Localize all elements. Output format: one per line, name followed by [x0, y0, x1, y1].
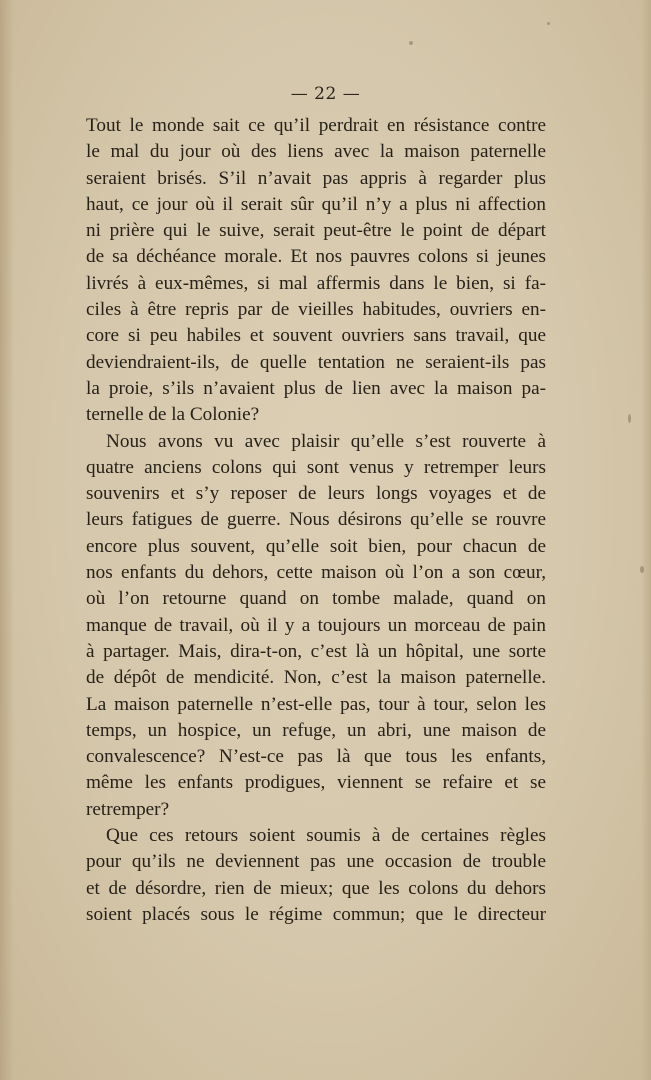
text-line: de sa déchéance morale. Et nos pauvres colons si jeunes	[86, 246, 546, 268]
text-line: de dépôt de mendicité. Non, c’est la maison paternelle.	[86, 667, 546, 689]
text-line: haut, ce jour où il serait sûr qu’il n’y a plus ni affection	[86, 193, 546, 215]
text-line: livrés à eux-mêmes, si mal affermis dans le bien, si fa-	[86, 272, 546, 294]
paper-speck	[640, 566, 644, 573]
text-line: retremper?	[86, 798, 170, 820]
text-line: core si peu habiles et souvent ouvriers sans travail, que	[86, 325, 546, 347]
text-line: encore plus souvent, qu’elle soit bien, pour chacun de	[86, 535, 546, 557]
text-line: ternelle de la Colonie?	[86, 404, 260, 426]
text-line: même les enfants prodigues, viennent se refaire et se	[86, 772, 546, 794]
paper-speck	[409, 41, 413, 45]
text-line: et de désordre, rien de mieux; que les colons du dehors	[86, 877, 546, 899]
text-line: leurs fatigues de guerre. Nous désirons qu’elle se rouvre	[86, 509, 546, 531]
text-line: Nous avons vu avec plaisir qu’elle s’est rouverte à	[106, 430, 546, 452]
text-line: le mal du jour où des liens avec la maison paternelle	[86, 141, 546, 163]
text-line: pour qu’ils ne deviennent pas une occasion de trouble	[86, 851, 546, 873]
text-line: Tout le monde sait ce qu’il perdrait en résistance contre	[86, 115, 546, 136]
text-line: quatre anciens colons qui sont venus y retremper leurs	[86, 456, 546, 478]
text-line: ni prière qui le suive, serait peut-être le point de départ	[86, 220, 546, 242]
text-line: temps, un hospice, un refuge, un abri, une maison de	[86, 719, 546, 741]
text-line: seraient brisés. S’il n’avait pas appris à regarder plus	[86, 167, 546, 189]
text-line: deviendraient-ils, de quelle tentation ne seraient-ils pas	[86, 351, 546, 373]
page-shadow-left	[0, 0, 14, 1080]
text-line: nos enfants du dehors, cette maison où l’on a son cœur,	[86, 562, 546, 584]
text-line: convalescence? N’est-ce pas là que tous les enfants,	[86, 746, 546, 768]
text-line: souvenirs et s’y reposer de leurs longs voyages et de	[86, 483, 546, 505]
paper-speck	[628, 414, 631, 423]
text-line: Que ces retours soient soumis à de certaines règles	[106, 825, 546, 847]
text-line: à partager. Mais, dira-t-on, c’est là un hôpital, une sorte	[86, 640, 546, 662]
text-line: La maison paternelle n’est-elle pas, tour à tour, selon les	[86, 693, 546, 715]
text-line: où l’on retourne quand on tombe malade, quand on	[86, 588, 546, 610]
page-shadow-right	[641, 0, 651, 1080]
text-line: ciles à être repris par de vieilles habitudes, ouvriers en-	[86, 299, 546, 321]
paper-speck	[547, 22, 550, 25]
text-line: soient placés sous le régime commun; que le directeur	[86, 903, 546, 925]
text-line: manque de travail, où il y a toujours un morceau de pain	[86, 614, 546, 636]
text-line: la proie, s’ils n’avaient plus de lien avec la maison pa-	[86, 377, 546, 399]
body-text	[86, 113, 546, 928]
page-number: — 22 —	[290, 84, 361, 104]
